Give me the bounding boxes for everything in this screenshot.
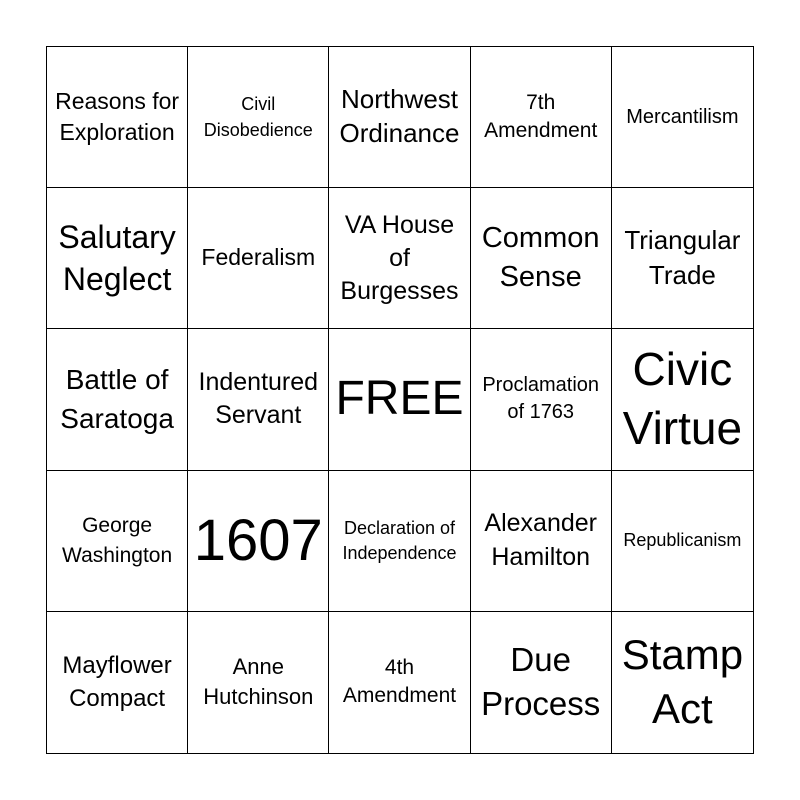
- bingo-cell[interactable]: [471, 329, 612, 470]
- bingo-cell-label: Mayflower Compact: [62, 651, 172, 713]
- bingo-cell-label: Reasons for Exploration: [55, 88, 180, 146]
- bingo-cell-label: 1607: [193, 507, 323, 573]
- bingo-cell-label: Anne Hutchinson: [203, 653, 314, 710]
- bingo-cell-label: Northwest Ordinance: [339, 84, 460, 149]
- bingo-cell-label: Salutary Neglect: [58, 219, 176, 298]
- bingo-cell[interactable]: [471, 471, 612, 612]
- bingo-cell-label: 4th Amendment: [342, 656, 457, 708]
- bingo-cell[interactable]: [471, 612, 612, 753]
- bingo-cell-label: Proclamation of 1763: [482, 374, 600, 424]
- bingo-cell-label: VA House of Burgesses: [340, 210, 459, 305]
- bingo-cell-label: Federalism: [201, 244, 316, 271]
- bingo-cell-label: 7th Amendment: [484, 90, 598, 143]
- bingo-cell-label: Republicanism: [623, 530, 742, 550]
- bingo-cell[interactable]: [47, 612, 188, 753]
- bingo-cell-label: Indentured Servant: [198, 367, 319, 430]
- bingo-cell-label: Alexander Hamilton: [484, 508, 597, 571]
- bingo-cell[interactable]: [612, 329, 753, 470]
- bingo-cell-label: Due Process: [481, 640, 601, 723]
- bingo-cell[interactable]: [188, 188, 329, 329]
- bingo-cell[interactable]: [329, 47, 470, 188]
- bingo-cell-label: Mercantilism: [626, 106, 739, 129]
- bingo-cell[interactable]: [329, 612, 470, 753]
- bingo-cell[interactable]: [47, 188, 188, 329]
- bingo-cell[interactable]: [329, 188, 470, 329]
- bingo-cell-label: Declaration of Independence: [342, 518, 457, 563]
- bingo-cell-label: Civil Disobedience: [203, 94, 313, 141]
- bingo-cell-label: Civic Virtue: [622, 342, 743, 455]
- bingo-cell[interactable]: [329, 471, 470, 612]
- free-space-cell[interactable]: [329, 329, 470, 470]
- bingo-cell[interactable]: [612, 47, 753, 188]
- bingo-cell[interactable]: [188, 471, 329, 612]
- bingo-cell[interactable]: [471, 47, 612, 188]
- bingo-cell[interactable]: [188, 329, 329, 470]
- bingo-cell[interactable]: [47, 329, 188, 470]
- bingo-cell-label: FREE: [335, 372, 464, 426]
- bingo-cell[interactable]: [612, 471, 753, 612]
- bingo-cell-label: George Washington: [62, 514, 173, 567]
- bingo-cell[interactable]: [188, 47, 329, 188]
- bingo-cell[interactable]: [471, 188, 612, 329]
- bingo-cell[interactable]: [47, 47, 188, 188]
- bingo-board: [46, 46, 754, 754]
- bingo-cell-label: Stamp Act: [621, 630, 744, 733]
- bingo-cell[interactable]: [188, 612, 329, 753]
- bingo-cell[interactable]: [612, 612, 753, 753]
- bingo-cell[interactable]: [47, 471, 188, 612]
- bingo-cell-label: Common Sense: [481, 222, 600, 294]
- bingo-cell-label: Triangular Trade: [624, 225, 741, 291]
- bingo-cell[interactable]: [612, 188, 753, 329]
- bingo-cell-label: Battle of Saratoga: [60, 364, 174, 435]
